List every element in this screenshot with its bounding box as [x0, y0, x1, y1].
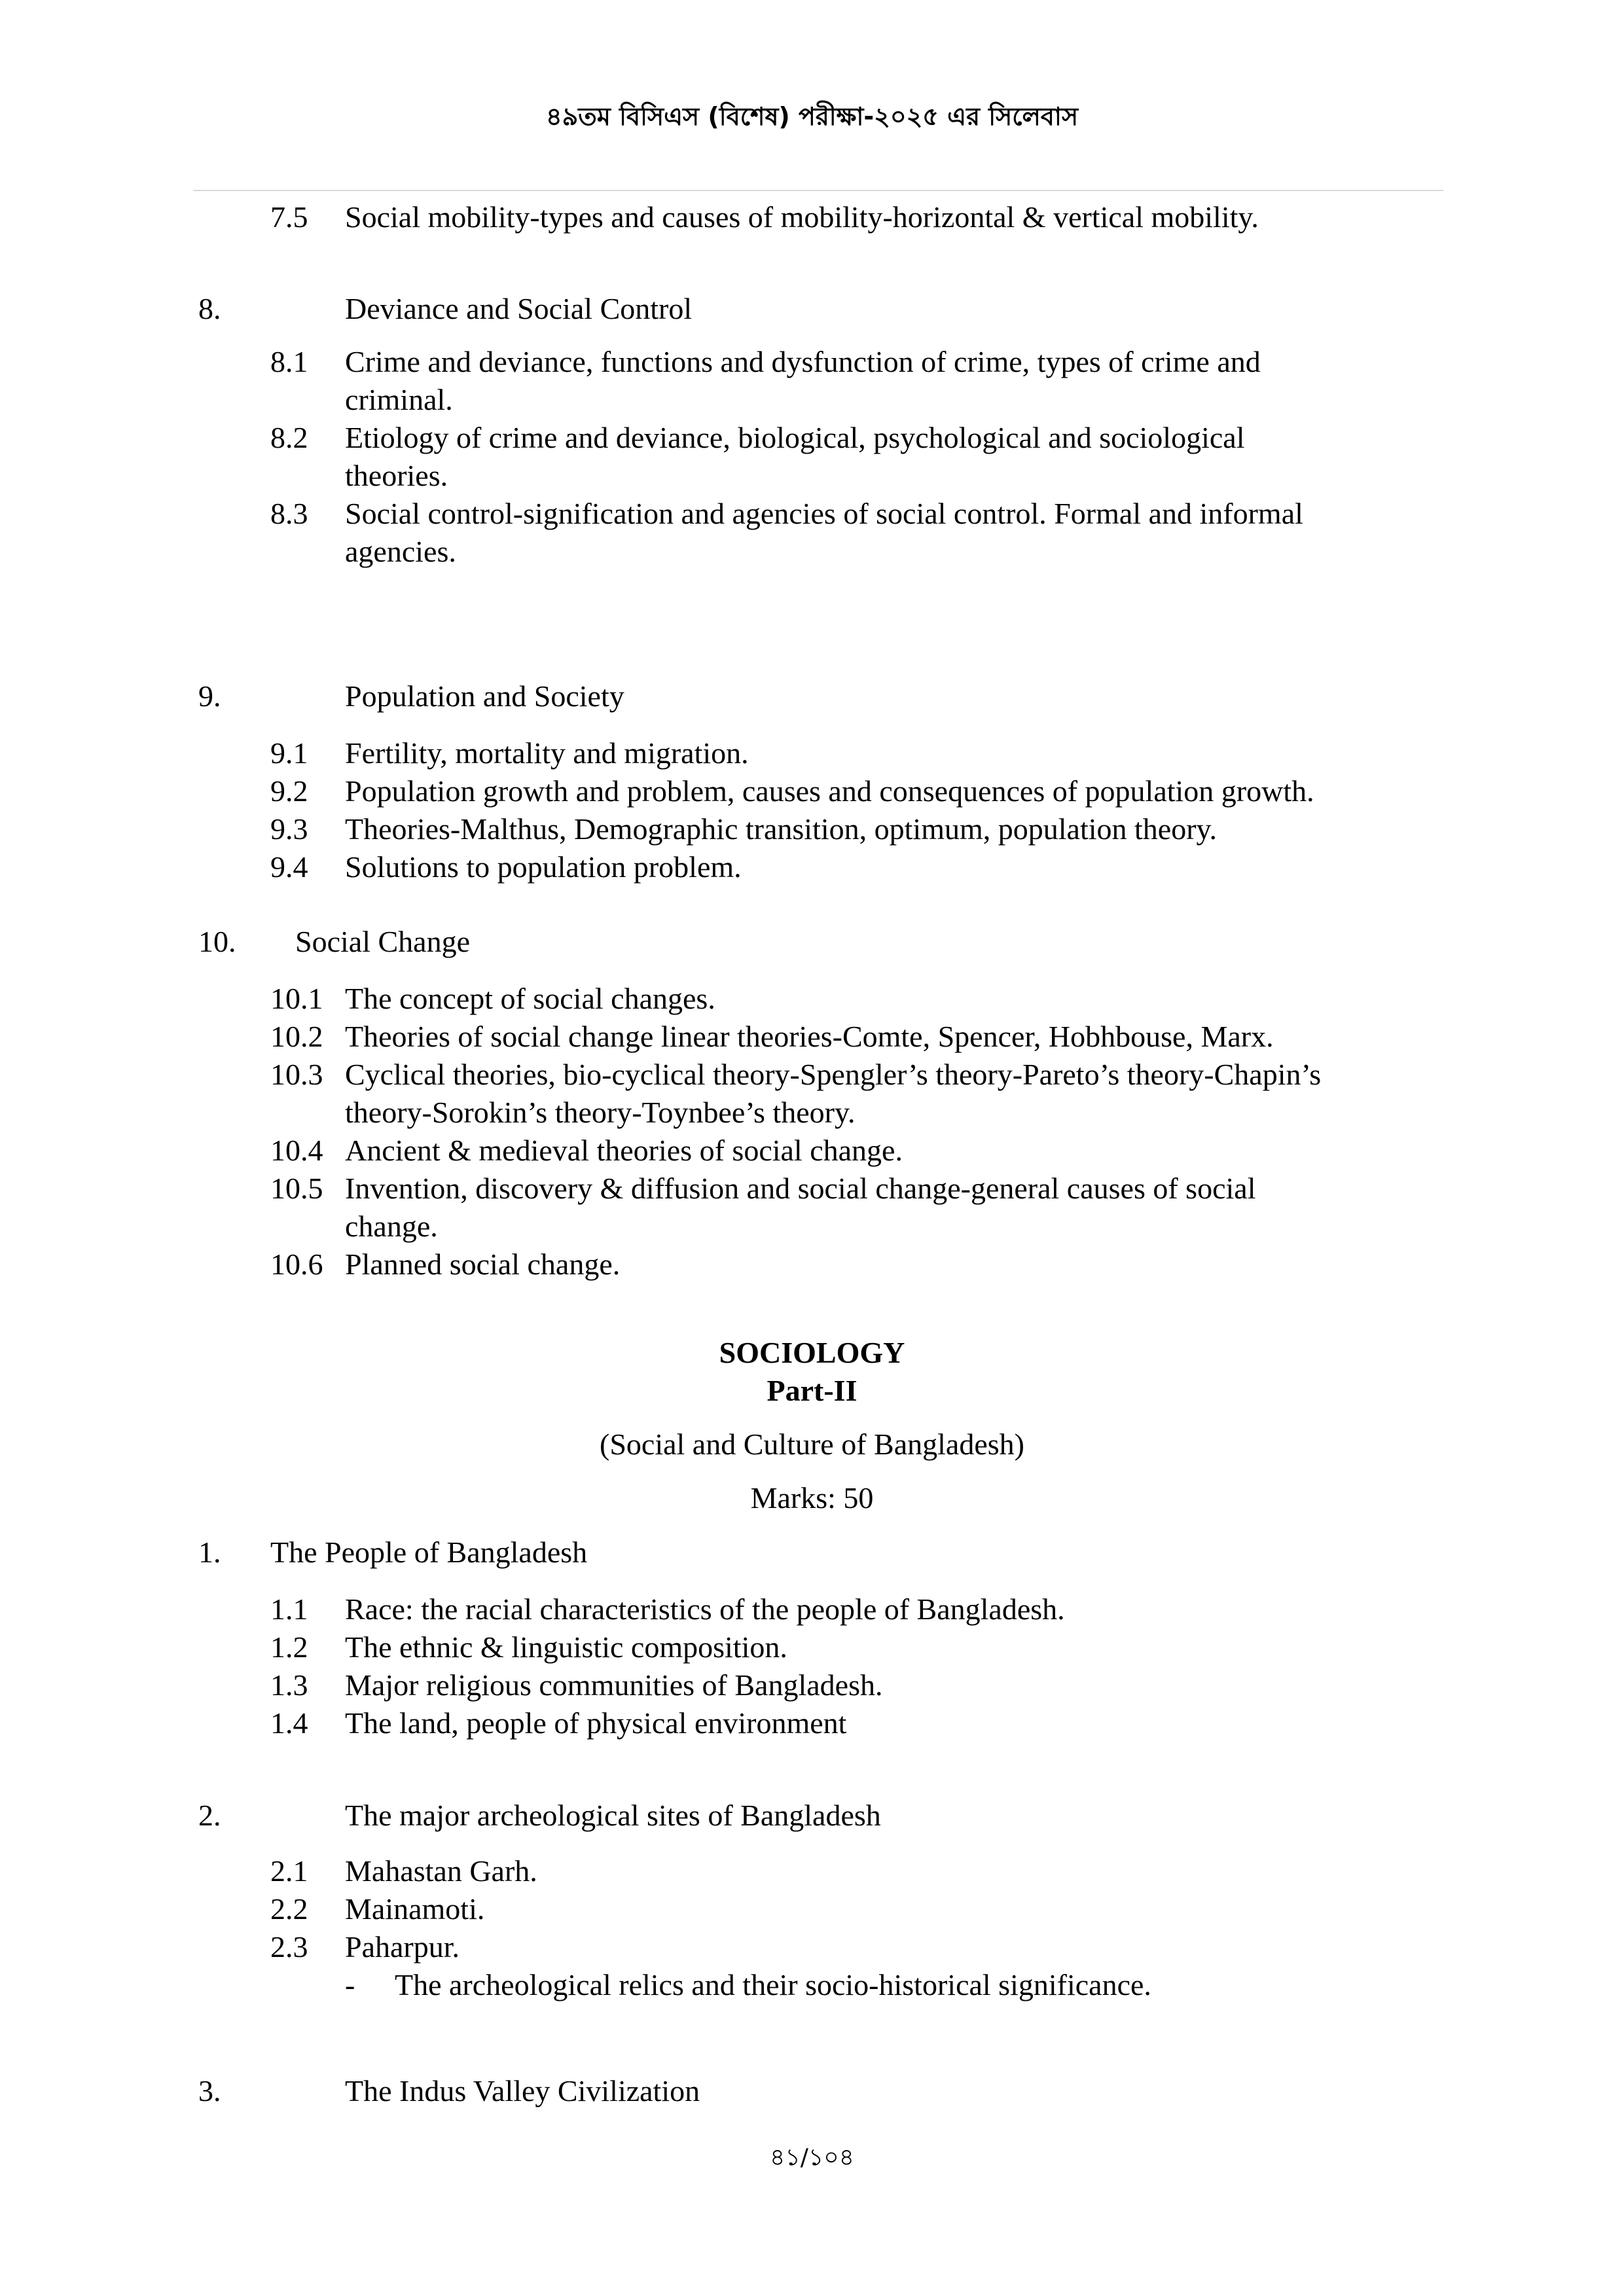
item-number: 10.6	[270, 1247, 323, 1281]
section-number: 8.	[198, 292, 221, 325]
item-number: 7.5	[270, 200, 308, 234]
item-text: Mainamoti.	[345, 1892, 485, 1926]
item-text: Social control-signification and agencies of social control. Formal and informal	[345, 497, 1303, 530]
section-number: 1.	[198, 1535, 221, 1569]
item-number: 2.3	[270, 1930, 308, 1964]
item-text: Invention, discovery & diffusion and social change-general causes of social	[345, 1172, 1256, 1205]
item-number: 2.2	[270, 1892, 308, 1926]
item-text: Social mobility-types and causes of mobility-horizontal & vertical mobility.	[345, 200, 1259, 234]
item-text: The concept of social changes.	[345, 982, 715, 1015]
item-number: 1.2	[270, 1630, 308, 1664]
item-text: Crime and deviance, functions and dysfunction of crime, types of crime and	[345, 345, 1261, 378]
item-number: 10.4	[270, 1134, 323, 1167]
item-number: 9.3	[270, 812, 308, 846]
item-text: change.	[345, 1210, 438, 1243]
page-number: ৪১/১০৪	[770, 2144, 854, 2171]
section-heading: Population and Society	[345, 679, 624, 713]
section-heading: Deviance and Social Control	[345, 292, 693, 325]
item-text: The land, people of physical environment	[345, 1706, 847, 1740]
item-number: 8.1	[270, 345, 308, 378]
item-text: theories.	[345, 459, 448, 492]
section-number: 2.	[198, 1799, 221, 1832]
page-header-title: ৪৯তম বিসিএস (বিশেষ) পরীক্ষা-২০২৫ এর সিলেবাস	[545, 102, 1079, 131]
item-text: Cyclical theories, bio-cyclical theory-Spengler’s theory-Pareto’s theory-Chapin’s	[345, 1058, 1322, 1091]
item-number: 10.3	[270, 1058, 323, 1091]
item-text: Planned social change.	[345, 1247, 621, 1281]
item-text: Theories-Malthus, Demographic transition, optimum, population theory.	[345, 812, 1218, 846]
section-number: 3.	[198, 2074, 221, 2108]
item-number: 9.4	[270, 850, 308, 884]
item-text: Etiology of crime and deviance, biological, psychological and sociological	[345, 421, 1245, 454]
item-number: 8.3	[270, 497, 308, 530]
item-number: 10.2	[270, 1020, 323, 1053]
item-number: 9.2	[270, 774, 308, 808]
item-number: 10.1	[270, 982, 323, 1015]
section-heading: The major archeological sites of Bangladesh	[345, 1799, 881, 1832]
item-text: theory-Sorokin’s theory-Toynbee’s theory.	[345, 1096, 856, 1129]
item-text: Fertility, mortality and migration.	[345, 736, 749, 770]
item-number: 9.1	[270, 736, 308, 770]
item-number: 8.2	[270, 421, 308, 454]
item-number: 1.4	[270, 1706, 308, 1740]
item-text: criminal.	[345, 383, 453, 416]
item-text: The archeological relics and their socio-historical significance.	[395, 1968, 1151, 2001]
item-text: Solutions to population problem.	[345, 850, 742, 884]
section-subtitle: (Social and Culture of Bangladesh)	[600, 1427, 1024, 1461]
section-heading: The People of Bangladesh	[270, 1535, 588, 1569]
item-text: Ancient & medieval theories of social change.	[345, 1134, 903, 1167]
item-text: Theories of social change linear theories-Comte, Spencer, Hobhbouse, Marx.	[345, 1020, 1274, 1053]
header-divider	[193, 190, 1443, 191]
item-number: 1.3	[270, 1668, 308, 1702]
item-text: The ethnic & linguistic composition.	[345, 1630, 787, 1664]
item-text: Mahastan Garh.	[345, 1854, 537, 1888]
section-heading: The Indus Valley Civilization	[345, 2074, 700, 2108]
section-number: 10.	[198, 925, 236, 958]
item-number: 2.1	[270, 1854, 308, 1888]
item-number: 1.1	[270, 1592, 308, 1626]
item-text: Race: the racial characteristics of the people of Bangladesh.	[345, 1592, 1065, 1626]
item-text: Major religious communities of Bangladesh.	[345, 1668, 883, 1702]
item-text: Paharpur.	[345, 1930, 460, 1964]
section-heading: Social Change	[295, 925, 470, 958]
bullet-dash: -	[345, 1968, 355, 2001]
item-text: Population growth and problem, causes and consequences of population growth.	[345, 774, 1314, 808]
section-number: 9.	[198, 679, 221, 713]
item-number: 10.5	[270, 1172, 323, 1205]
section-marks: Marks: 50	[750, 1481, 874, 1515]
item-text: agencies.	[345, 535, 456, 568]
section-title: SOCIOLOGY	[719, 1336, 905, 1369]
section-part: Part-II	[767, 1374, 857, 1407]
